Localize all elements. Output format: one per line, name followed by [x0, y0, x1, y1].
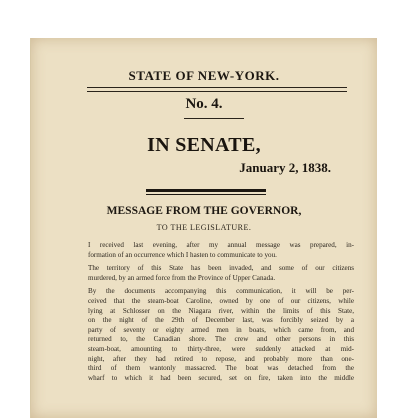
chamber-heading: IN SENATE,: [147, 134, 261, 156]
header-double-rule: [87, 87, 347, 92]
divider-thin-rule: [146, 194, 266, 195]
text-line: on the night of the 29th of December last, was forcibly seized by a: [88, 316, 354, 325]
message-subtitle: TO THE LEGISLATURE.: [156, 223, 252, 232]
text-line: night, after they had retired to repose, and probably more than one-: [88, 354, 354, 363]
text-line: murdered, by an armed force from the Province of Upper Canada.: [88, 273, 276, 282]
message-title: MESSAGE FROM THE GOVERNOR,: [106, 205, 302, 217]
text-line: The territory of this State has been invaded, and some of our citizens: [88, 264, 354, 273]
text-line: lying at Schlosser on the Niagara river, within the limits of this State,: [88, 306, 354, 315]
message-body: [88, 241, 354, 387]
paragraph: [88, 264, 354, 283]
divider-thick-rule: [146, 189, 266, 192]
paragraph: [88, 287, 354, 383]
text-line: third of them wantonly massacred. The boat was detached from the: [88, 364, 354, 373]
text-line: I received last evening, after my annual message was prepared, in-: [88, 241, 354, 249]
text-line: party of seventy or eighty armed men in boats, which came from, and: [88, 325, 354, 334]
paragraph: [88, 241, 354, 260]
document-number: No. 4.: [185, 96, 223, 112]
text-line: formation of an occurrence which I hasten to communicate to you.: [88, 250, 277, 259]
text-line: ceived that the steam-boat Caroline, owned by one of our citizens, while: [88, 296, 354, 305]
number-underline: [184, 118, 244, 119]
text-line: By the documents accompanying this communication, it will be per-: [88, 287, 354, 296]
text-line: returned to, the Canadian shore. The crew and other persons in this: [88, 335, 354, 344]
document-page: [30, 38, 377, 418]
text-line: steam-boat, amounting to thirty-three, were suddenly attacked at mid-: [88, 344, 354, 353]
text-line: wharf to which it had been secured, set on fire, taken into the middle: [88, 373, 354, 382]
state-header: STATE OF NEW-YORK.: [128, 68, 280, 83]
document-date: January 2, 1838.: [239, 160, 331, 175]
